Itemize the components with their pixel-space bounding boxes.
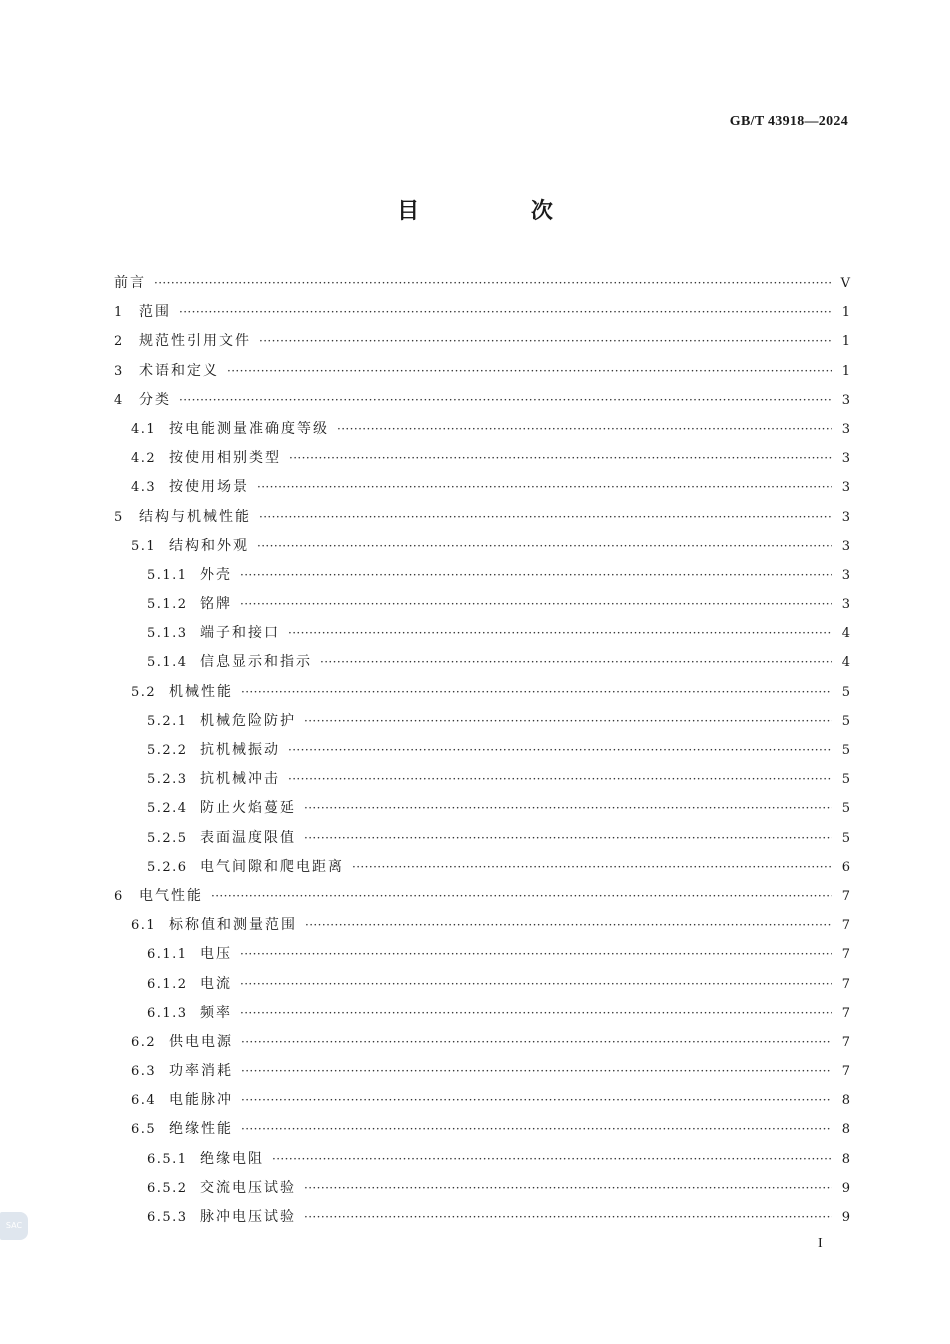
toc-entry-number: 5.1 [131,538,157,554]
toc-entry-page: 3 [841,509,850,525]
toc-leader-dots [288,736,832,765]
toc-entry-number: 5.2.1 [147,713,188,729]
toc-entry[interactable] [114,736,850,765]
toc-entry-page: 3 [841,480,850,496]
toc-entry[interactable] [114,1086,850,1115]
toc-entry-page: 8 [841,1122,850,1138]
toc-entry-page: 5 [841,743,850,758]
toc-entry-number: 5.1.4 [147,655,188,671]
toc-leader-dots [240,999,832,1028]
toc-leader-dots [257,473,832,502]
toc-entry-page: 5 [841,713,850,729]
toc-entry-page: 7 [841,1064,850,1080]
toc-entry-page: 1 [841,334,850,350]
toc-entry-page: 7 [841,1005,850,1021]
toc-leader-dots [272,1145,832,1174]
toc-entry-label: 功率消耗 [169,1063,233,1080]
toc-entry-label: 按使用场景 [169,479,249,496]
toc-entry-number: 4.2 [131,451,157,467]
toc-entry[interactable] [114,386,850,415]
toc-entry-number: 2 [114,334,124,350]
toc-leader-dots [337,415,832,444]
toc-entry[interactable] [114,473,850,502]
toc-entry-number: 6.5.2 [147,1180,188,1196]
toc-entry-page: 5 [841,684,850,700]
toc-entry-page: 3 [841,392,850,408]
toc-entry-number: 5.2 [131,684,157,700]
toc-entry-page: 1 [841,305,850,321]
toc-entry[interactable] [114,327,850,356]
toc-entry[interactable] [114,824,850,853]
toc-leader-dots [304,1203,832,1232]
toc-entry-page: 4 [841,655,850,671]
toc-entry-number: 4.1 [131,421,157,437]
toc-entry-label: 电压 [200,946,232,963]
toc-entry-number: 5.2.5 [147,830,188,846]
toc-entry-label: 结构与机械性能 [139,508,251,525]
toc-leader-dots [241,1115,832,1144]
toc-leader-dots [304,707,832,736]
toc-entry-page: 5 [841,830,850,846]
toc-entry-number: 5.2.6 [147,859,188,875]
toc-entry-number: 6.1 [131,918,157,934]
toc-entry-page: 7 [841,888,850,904]
toc-leader-dots [240,940,832,969]
toc-entry-label: 按使用相别类型 [169,450,281,467]
toc-leader-dots [304,824,832,853]
toc-entry-label: 交流电压试验 [200,1179,296,1196]
toc-leader-dots [320,648,832,677]
toc-leader-dots [259,327,832,356]
toc-entry-label: 信息显示和指示 [200,654,312,671]
toc-entry-number: 1 [114,305,124,321]
toc-entry[interactable] [114,970,850,999]
toc-entry-label: 分类 [139,391,171,408]
toc-entry-number: 5.1.1 [147,567,188,583]
toc-entry-page: 6 [841,859,850,875]
toc-entry-page: 3 [841,538,850,554]
toc-entry-number: 6.1.3 [147,1005,188,1021]
toc-entry-label: 范围 [139,304,171,321]
toc-entry-label: 频率 [200,1004,232,1021]
toc-entry[interactable] [114,269,850,298]
toc-entry-number: 6.4 [131,1093,157,1109]
toc-entry-number: 5.2.4 [147,801,188,817]
toc-entry-page: 8 [841,1093,850,1109]
toc-entry-label: 机械危险防护 [200,712,296,729]
toc-entry[interactable] [114,590,850,619]
toc-entry[interactable] [114,999,850,1028]
watermark-logo-icon: SAC [0,1212,28,1240]
toc-leader-dots [305,911,832,940]
toc-leader-dots [241,678,832,707]
toc-entry-page: 9 [841,1210,850,1225]
toc-entry-page: 5 [841,801,850,817]
toc-leader-dots [211,882,832,911]
toc-leader-dots [241,1057,832,1086]
toc-leader-dots [288,619,832,648]
toc-entry-page: 1 [841,363,850,379]
toc-entry-page: 4 [841,626,850,642]
toc-leader-dots [179,298,832,327]
toc-entry[interactable] [114,357,850,386]
toc-entry-page: 3 [841,567,850,583]
toc-entry-page: 9 [841,1180,850,1196]
toc-entry[interactable] [114,794,850,823]
toc-entry[interactable] [114,648,850,677]
page-number: I [818,1236,823,1251]
toc-title: 目 次 [397,199,605,224]
toc-entry-label: 标称值和测量范围 [169,917,297,934]
toc-entry[interactable] [114,1203,850,1232]
toc-entry-number: 4 [114,392,124,408]
toc-entry-label: 电流 [200,975,232,992]
toc-entry-number: 6.5.1 [147,1151,188,1167]
toc-leader-dots [179,386,832,415]
toc-leader-dots [241,1086,832,1115]
toc-entry-label: 防止火焰蔓延 [200,800,296,817]
toc-entry[interactable] [114,298,850,327]
toc-entry[interactable] [114,853,850,882]
toc-entry-label: 抗机械冲击 [200,771,280,788]
toc-leader-dots [240,561,832,590]
toc-entry-number: 3 [114,363,124,379]
toc-entry-number: 6.5 [131,1122,157,1138]
toc-entry-page: 8 [841,1151,850,1167]
toc-leader-dots [240,590,832,619]
toc-leader-dots [259,503,832,532]
toc-entry-number: 5.2.2 [147,743,188,758]
toc-entry-label: 结构和外观 [169,537,249,554]
toc-entry[interactable] [114,707,850,736]
toc-entry-label: 电能脉冲 [169,1092,233,1109]
toc-entry[interactable] [114,1028,850,1057]
toc-entry-label: 前言 [114,275,146,291]
toc-entry-number: 6.5.3 [147,1210,188,1225]
toc-entry-label: 抗机械振动 [200,742,280,758]
toc-entry[interactable] [114,940,850,969]
toc-entry[interactable] [114,678,850,707]
toc-leader-dots [288,765,832,794]
toc-entry[interactable] [114,415,850,444]
toc-entry-page: 7 [841,1034,850,1050]
toc-entry-number: 5.1.3 [147,626,188,642]
toc-entry-label: 电气性能 [139,887,203,904]
toc-entry[interactable] [114,619,850,648]
toc-entry-label: 外壳 [200,566,232,583]
toc-entry-label: 供电电源 [169,1033,233,1050]
toc-entry[interactable] [114,1057,850,1086]
toc-entry[interactable] [114,532,850,561]
toc-leader-dots [352,853,832,882]
toc-entry-page: 3 [841,597,850,613]
toc-entry-page: 3 [841,451,850,467]
toc-entry[interactable] [114,444,850,473]
toc-entry[interactable] [114,503,850,532]
toc-entry-number: 5 [114,509,124,525]
standard-code: GB/T 43918—2024 [729,114,848,129]
toc-entry-label: 机械性能 [169,683,233,700]
toc-leader-dots [154,269,832,298]
toc-entry-number: 4.3 [131,480,157,496]
toc-entry-label: 绝缘电阻 [200,1150,264,1167]
toc-entry-number: 6.1.2 [147,976,188,992]
toc-leader-dots [289,444,832,473]
toc-leader-dots [257,532,832,561]
toc-entry-label: 术语和定义 [139,362,219,379]
toc-entry-number: 6 [114,888,124,904]
toc-entry-label: 绝缘性能 [169,1121,233,1138]
toc-leader-dots [241,1028,832,1057]
toc-leader-dots [304,1174,832,1203]
toc-entry-page: 5 [841,772,850,788]
toc-entry-number: 6.1.1 [147,947,188,963]
toc-entry-number: 5.1.2 [147,597,188,613]
toc-leader-dots [227,357,832,386]
toc-entry-label: 表面温度限值 [200,829,296,846]
toc-entry-label: 电气间隙和爬电距离 [200,858,344,875]
toc-entry-number: 6.3 [131,1064,157,1080]
toc-entry-label: 脉冲电压试验 [200,1209,296,1225]
toc-entry-number: 5.2.3 [147,772,188,788]
toc-entry[interactable] [114,911,850,940]
toc-entry[interactable] [114,882,850,911]
toc-entry-page: 7 [841,918,850,934]
toc-entry-label: 铭牌 [200,596,232,613]
table-of-contents [114,269,850,1232]
toc-entry-page: 7 [841,947,850,963]
toc-leader-dots [304,794,832,823]
toc-leader-dots [240,970,832,999]
toc-entry[interactable] [114,765,850,794]
toc-entry[interactable] [114,561,850,590]
toc-entry-label: 端子和接口 [200,625,280,642]
toc-entry-page: 3 [841,421,850,437]
toc-entry-page: V [840,276,850,291]
toc-entry-label: 按电能测量准确度等级 [169,420,329,437]
toc-entry[interactable] [114,1174,850,1203]
toc-entry[interactable] [114,1115,850,1144]
toc-entry-page: 7 [841,976,850,992]
toc-entry-number: 6.2 [131,1034,157,1050]
toc-entry[interactable] [114,1145,850,1174]
toc-entry-label: 规范性引用文件 [139,333,251,350]
